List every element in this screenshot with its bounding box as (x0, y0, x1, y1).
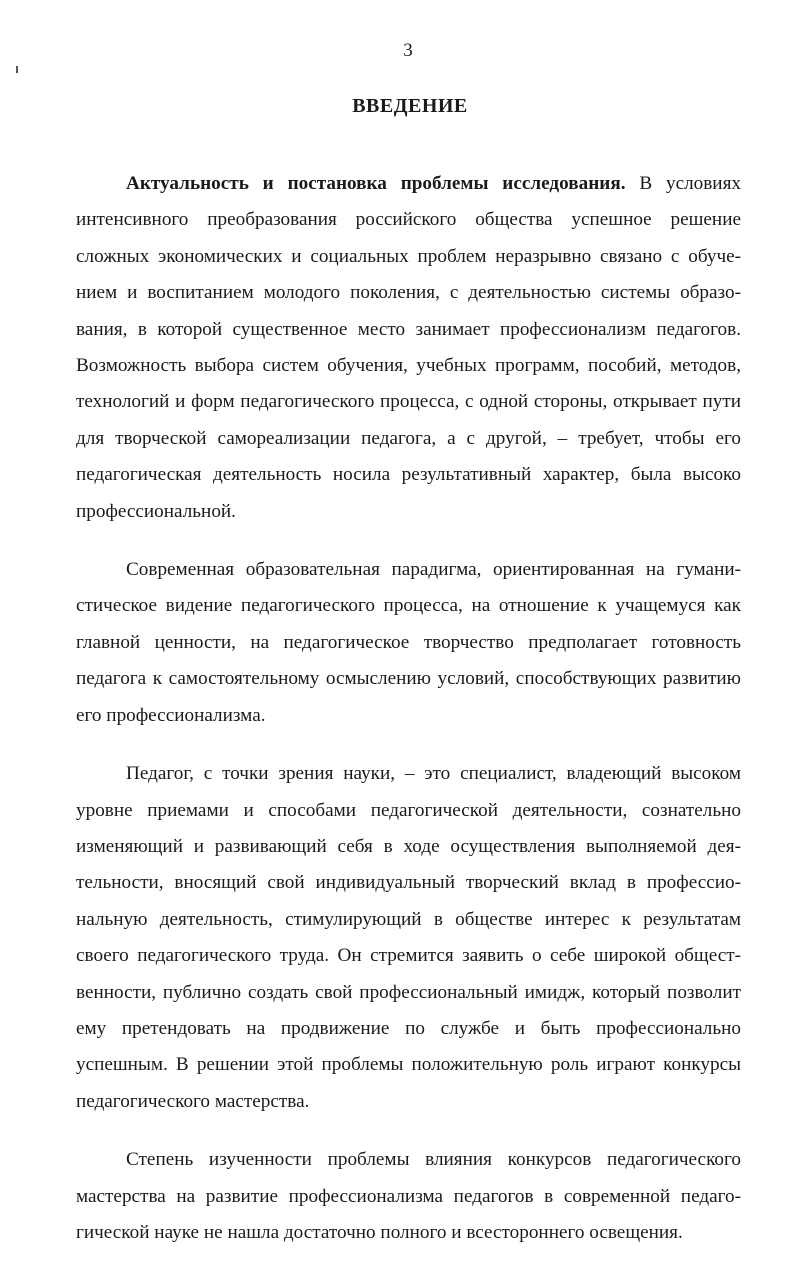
paragraph-text: Педагог, с точки зрения науки, – это специалист, владеющий высоком уровне приемами и способами педагогической деятельности, сознательно изменяющий и развивающий себя в ходе осуществления выполняемой деятельности, вносящий свой индивидуальный творческий вклад в профессиональную деятельность, стимулирующий в обществе интерес к результатам своего педагогического труда. Он стремится заявить о себе широкой общественности, публично создать свой профессиональный имидж, который позволит ему претендовать на продвижение по службе и быть профессионально успешным. В решении этой проблемы положительную роль играют конкурсы педагогического мастерства. (76, 763, 741, 1112)
paragraph-relevance (76, 166, 741, 530)
paragraph-degree-of-study (76, 1142, 741, 1251)
paragraph-text: Современная образовательная парадигма, ориентированная на гуманистическое видение педагогического процесса, на отношение к учащемуся как главной ценности, на педагогическое творчество предполагает готовность педагога к самостоятельному осмыслению условий, способствующих развитию его профессионализма. (76, 559, 741, 726)
paragraph-paradigm (76, 552, 741, 734)
section-heading: ВВЕДЕНИЕ (352, 95, 468, 117)
paragraph-teacher-definition (76, 756, 741, 1120)
body-text (76, 166, 741, 1273)
page-number: 3 (403, 40, 413, 61)
paragraph-lead-bold: Актуальность и постановка проблемы исследования. (126, 173, 626, 194)
scan-artifact (16, 66, 18, 73)
paragraph-text: В условиях интенсивного преобразования российского общества успешное решение сложных экономических и социальных проблем неразрывно связано с обучением и воспитанием молодого поколения, с деятельностью системы образования, в которой существенное место занимает профессионализм педагогов. Возможность выбора систем обучения, учебных программ, пособий, методов, технологий и форм педагогического процесса, с одной стороны, открывает пути для творческой самореализации педагога, а с другой, – требует, чтобы его педагогическая деятельность носила результативный характер, была высоко профессиональной. (76, 173, 741, 522)
paragraph-text: Степень изученности проблемы влияния конкурсов педагогического мастерства на развитие профессионализма педагогов в современной педагогической науке не нашла достаточно полного и всестороннего освещения. (76, 1149, 741, 1243)
